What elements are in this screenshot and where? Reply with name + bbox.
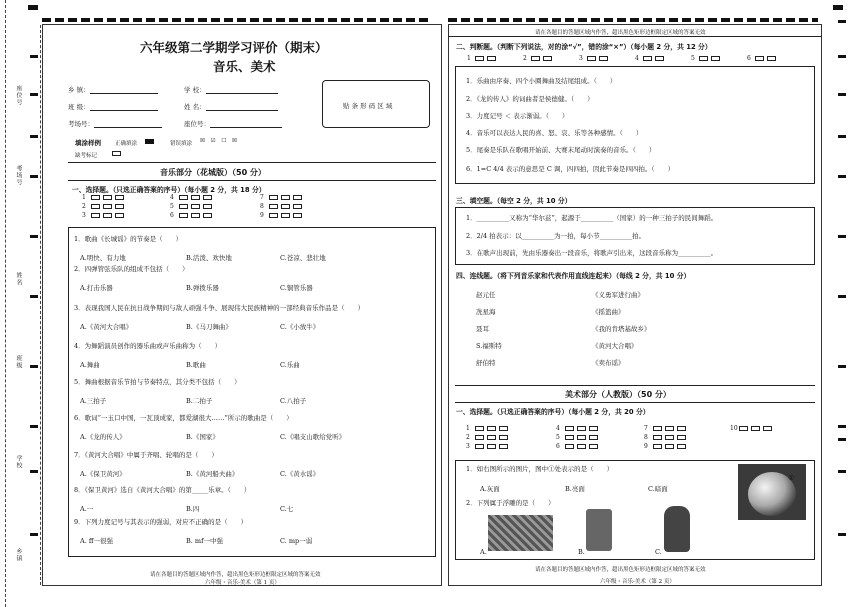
art-answer-bubble[interactable] [653,444,662,449]
question-4: 4．为舞蹈演员创作的器乐曲或声乐曲称为（ ） [74,342,222,350]
timing-mark [30,470,38,473]
art-choice-header: 一、选择题。（只选正确答案的序号）（每小题 2 分，共 20 分） [456,408,650,416]
answer-bubble[interactable] [293,213,302,218]
art-answer-bubble[interactable] [475,435,484,440]
question-2-option: B.弹拨乐器 [186,284,219,292]
tf-header: 二、判断题。（判断下列说法，对的涂“√”，错的涂“×”）（每小题 2 分，共 12 分） [456,43,712,51]
tf-question-5: 5．尾奏是乐队在歌唱开始前、大赛末尾动时演奏的音乐。（ ） [466,146,656,154]
timing-mark [838,93,846,96]
timing-mark [838,235,846,238]
relief-image-b [586,509,612,551]
question-1-option: B.活泼、欢快地 [186,254,232,262]
name-field[interactable]: 姓 名： [184,102,278,111]
question-5-option: C.八拍子 [280,397,307,405]
township-field[interactable]: 乡 镇： [68,85,158,94]
match-right-item[interactable]: 《黄河大合唱》 [592,342,638,350]
divider [68,180,436,181]
match-right-item[interactable]: 《卖布谣》 [592,359,625,367]
art-answer-bubble[interactable] [565,435,574,440]
answer-bubble[interactable] [281,204,290,209]
art-answer-bubble[interactable] [475,426,484,431]
answer-bubble[interactable] [103,204,112,209]
art-q2-option-a: A. [480,548,487,556]
match-left-item[interactable]: S.福斯特 [476,342,502,350]
question-6: 6．歌词“一玉口中国，一瓦顶成家，都爱湖很大……”所示的歌曲是（ ） [74,414,293,422]
tf-bubble-true[interactable] [643,56,652,61]
answer-bubble[interactable] [191,204,200,209]
tf-number: 5 [691,55,695,62]
question-6-option: A.《龙的传人》 [80,433,126,441]
answer-number: 1 [82,194,86,201]
answer-bubble[interactable] [91,195,100,200]
answer-bubble[interactable] [191,213,200,218]
answer-bubble[interactable] [203,195,212,200]
art-answer-number: 9 [644,443,648,450]
music-section-header: 音乐部分（花城版）（50 分） [160,168,266,177]
art-answer-bubble[interactable] [565,444,574,449]
tf-bubble-true[interactable] [755,56,764,61]
divider [448,36,822,37]
art-answer-bubble[interactable] [677,435,686,440]
art-answer-bubble[interactable] [499,426,508,431]
answer-number: 3 [82,212,86,219]
tf-number: 3 [579,55,583,62]
answer-bubble[interactable] [191,195,200,200]
answer-bubble[interactable] [203,204,212,209]
side-label-township: 乡镇 [15,548,22,562]
answer-bubble[interactable] [269,213,278,218]
art-answer-bubble[interactable] [665,426,674,431]
tf-number: 1 [467,55,471,62]
page-title: 六年级第二学期学习评价（期末） [140,40,328,55]
side-label-class: 班级 [15,355,22,369]
filled-bubble-icon [145,139,154,144]
page-subtitle: 音乐、美术 [213,59,276,74]
timing-mark [838,438,846,441]
answer-bubble[interactable] [115,204,124,209]
divider [68,162,436,163]
timing-mark [30,295,38,298]
art-q1-option-a: A.灰面 [480,485,500,493]
class-field[interactable]: 班 级： [68,102,158,111]
tf-bubble-true[interactable] [699,56,708,61]
question-7: 7．《黄河大合唱》中属于齐唱、轮唱的是（ ） [74,451,218,459]
art-answer-number: 4 [556,425,560,432]
art-answer-number: 5 [556,434,560,441]
school-field[interactable]: 学 校： [184,85,278,94]
answer-bubble[interactable] [269,204,278,209]
answer-bubble[interactable] [179,195,188,200]
fill-header: 三、填空题。（每空 2 分，共 10 分） [456,197,572,205]
answer-bubble[interactable] [103,213,112,218]
sphere-image [738,464,806,520]
tf-bubble-true[interactable] [475,56,484,61]
art-answer-bubble[interactable] [589,444,598,449]
relief-image-a [488,515,553,551]
art-answer-bubble[interactable] [565,426,574,431]
answer-bubble[interactable] [293,195,302,200]
art-answer-bubble[interactable] [487,444,496,449]
footer-page-right: 六年级・音乐-美术（第 2 页） [600,579,675,585]
art-answer-bubble[interactable] [577,444,586,449]
question-3-option: B.《马刀舞曲》 [186,323,232,331]
question-4-option: C.乐曲 [280,361,300,369]
answer-bubble[interactable] [91,213,100,218]
absent-label: 缺考标记 [75,153,98,159]
tf-question-6: 6．1=C 4/4 表示的意思是 C 调，四四拍，因此节奏是四四拍。（ ） [466,165,675,173]
question-4-option: A.舞曲 [80,361,100,369]
timing-mark [30,235,38,238]
match-header: 四、连线题。（将下列音乐家和代表作用直线连起来）（每线 2 分，共 10 分） [456,272,691,280]
answer-number: 7 [260,194,264,201]
art-answer-bubble[interactable] [475,444,484,449]
timing-mark [30,93,38,96]
art-answer-bubble[interactable] [589,435,598,440]
question-9: 9．下列力度记号与其表示的强弱，对应不正确的是（ ） [74,518,248,526]
art-section-header: 美术部分（人教版）（50 分） [565,390,671,399]
match-left-item[interactable]: 聂耳 [476,325,489,333]
match-left-item[interactable]: 赵元任 [476,291,496,299]
art-answer-bubble[interactable] [653,426,662,431]
answer-bubble[interactable] [203,213,212,218]
tf-question-3: 3．力度记号 ＜ 表示渐弱。（ ） [466,112,569,120]
answer-bubble[interactable] [179,213,188,218]
timing-mark [30,365,38,368]
answer-number: 2 [82,203,86,210]
side-label-room: 考场号 [15,165,22,186]
tf-number: 6 [747,55,751,62]
correct-label: 正确填涂 [115,141,138,147]
tf-bubble-false[interactable] [599,56,608,61]
tf-number: 4 [635,55,639,62]
tf-question-4: 4．音乐可以表达人民的喜、怒、哀、乐等各种感情。（ ） [466,129,643,137]
art-answer-bubble[interactable] [577,426,586,431]
art-answer-bubble[interactable] [499,444,508,449]
corner-mark [833,5,843,10]
art-question-2: 2．下列属于浮雕的是（ ） [466,499,555,507]
timing-mark [838,20,846,23]
choice-header: 一、选择题。（只选正确答案的序号）（每小题 2 分，共 18 分） [72,186,266,194]
match-right-item[interactable]: 《义勇军进行曲》 [592,291,644,299]
question-7-option: A.《保卫黄河》 [80,470,126,478]
fill-question-1: 1．__________又称为“华尔兹”，起源于__________（国家）的一种三拍子的民间舞蹈。 [466,214,718,222]
answer-bubble[interactable] [179,204,188,209]
answer-number: 4 [170,194,174,201]
question-7-option: B.《黄河船夫曲》 [186,470,239,478]
question-9-option: A. ff一很强 [80,537,113,545]
wrong-marks-icon: ☒ ☑ ☐ ☒ [200,138,239,144]
timing-mark [838,425,846,428]
question-2-option: A.打击乐器 [80,284,113,292]
art-answer-number: 7 [644,425,648,432]
question-1: 1．歌曲《长城谣》的节奏是（ ） [74,235,183,243]
art-answer-bubble[interactable] [677,444,686,449]
fill-question-2: 2．2/4 拍表示：以__________为一拍，每小节__________拍。 [466,232,646,240]
art-q1-option-b: B.亮面 [565,485,585,493]
question-8-option: B.四 [186,505,200,513]
art-answer-number: 6 [556,443,560,450]
relief-image-c [664,506,690,552]
question-5-option: B.二拍子 [186,397,213,405]
art-answer-bubble[interactable] [589,426,598,431]
art-answer-bubble[interactable] [665,435,674,440]
timing-mark [838,470,846,473]
footer-note-right: 请在各题目的答题区域内作答，超出黑色矩形边框限定区域的答案无效 [535,567,706,573]
question-8-option: A.一 [80,505,94,513]
footer-page: 六年级・音乐-美术（第 1 页） [205,580,280,586]
question-6-option: B.《国家》 [186,433,219,441]
answer-bubble[interactable] [269,195,278,200]
timing-mark [30,55,38,58]
answer-bubble[interactable] [103,195,112,200]
tf-number: 2 [523,55,527,62]
side-label-school: 学校 [15,455,22,469]
tf-bubble-false[interactable] [487,56,496,61]
match-left-item[interactable]: 舒伯特 [476,359,496,367]
question-5-option: A.三拍子 [80,397,107,405]
sphere-label: ① [788,474,795,482]
timing-mark [30,425,38,428]
corner-mark [28,5,38,10]
art-answer-number: 10 [730,425,738,432]
timing-mark [30,533,38,536]
match-right-item[interactable]: 《摇篮曲》 [592,308,625,316]
match-right-item[interactable]: 《我的肯塔基故乡》 [592,325,651,333]
art-answer-number: 8 [644,434,648,441]
answer-bubble[interactable] [115,213,124,218]
timing-mark [838,365,846,368]
binding-line [5,0,6,607]
fill-question-3: 3．在歌声出现前，先由乐器奏出一段音乐，将歌声引出来，这段音乐称为__________。 [466,249,718,257]
question-6-option: C.《唱支山歌给党听》 [280,433,346,441]
question-box [68,227,436,557]
question-7-option: C.《黄水谣》 [280,470,320,478]
answer-bubble[interactable] [281,213,290,218]
answer-number: 8 [260,203,264,210]
timing-mark [838,295,846,298]
timing-mark [30,135,38,138]
divider [455,402,815,403]
question-3-option: A.《黄河大合唱》 [80,323,133,331]
art-answer-bubble[interactable] [577,435,586,440]
timing-mark [30,175,38,178]
question-2: 2．四弹管弦乐队的组成不包括（ ） [74,265,189,273]
exam-room-field[interactable]: 考场号： [68,119,162,128]
tf-question-2: 2．《龙的传人》的词曲者是侯德健。（ ） [466,95,594,103]
art-question-1: 1．如右图所示的图片，图中①处表示的是（ ） [466,465,614,473]
art-q1-option-c: C.暗面 [648,485,668,493]
art-q2-option-b: B. [578,548,585,556]
timing-mark [838,55,846,58]
answer-bubble[interactable] [281,195,290,200]
question-5: 5．舞曲根据音乐节拍与节奏特点，其分类不包括（ ） [74,378,241,386]
art-answer-number: 1 [466,425,470,432]
question-4-option: B.歌曲 [186,361,206,369]
fill-example-label: 填涂样例 [75,139,101,147]
right-top-timing-marks [448,18,818,22]
tf-bubble-true[interactable] [531,56,540,61]
art-answer-bubble[interactable] [665,444,674,449]
side-label-name: 姓名 [15,272,22,286]
art-answer-bubble[interactable] [499,435,508,440]
cut-line [40,25,41,585]
timing-mark [838,175,846,178]
tf-bubble-false[interactable] [543,56,552,61]
match-left-item[interactable]: 冼星海 [476,308,496,316]
answer-number: 5 [170,203,174,210]
left-top-timing-marks [42,18,430,22]
tf-bubble-false[interactable] [711,56,720,61]
tf-question-1: 1．乐曲由序奏、四个小圈舞曲及结尾组成。（ ） [466,77,617,85]
seat-field[interactable]: 座位号： [184,119,282,128]
art-answer-bubble[interactable] [677,426,686,431]
divider [455,385,815,386]
timing-mark [838,135,846,138]
question-3-option: C.《小放牛》 [280,323,320,331]
footer-note: 请在各题目的答题区域内作答，超出黑色矩形边框限定区域的答案无效 [150,572,321,578]
timing-mark [838,533,846,536]
tf-bubble-true[interactable] [587,56,596,61]
absent-bubble[interactable] [112,151,121,156]
top-note: 请在各题目的答题区域内作答，超出黑色矩形边框限定区域的答案无效 [535,30,706,36]
answer-bubble[interactable] [115,195,124,200]
question-8-option: C.七 [280,505,294,513]
answer-number: 9 [260,212,264,219]
question-1-option: A.明快、有力地 [80,254,126,262]
wrong-label: 错误填涂 [170,141,193,147]
question-8: 8．《保卫黄河》选自《黄河大合唱》的第_____乐章。（ ） [74,486,251,494]
art-answer-bubble[interactable] [739,426,748,431]
question-2-option: C.铜管乐器 [280,284,313,292]
art-answer-bubble[interactable] [763,426,772,431]
question-9-option: C. mp一弱 [280,537,313,545]
art-answer-bubble[interactable] [487,426,496,431]
art-answer-number: 3 [466,443,470,450]
tf-bubble-false[interactable] [655,56,664,61]
question-1-option: C.苍凉、悲壮地 [280,254,326,262]
art-answer-bubble[interactable] [751,426,760,431]
art-q2-option-c: C. [655,548,662,556]
tf-bubble-false[interactable] [767,56,776,61]
answer-bubble[interactable] [91,204,100,209]
question-3: 3．表现我国人民在抗日战争期间与敌人顽强斗争、展现伟大民族精神的一部经典音乐作品是（ ） [74,304,365,312]
question-9-option: B. mf一中强 [186,537,223,545]
art-answer-bubble[interactable] [653,435,662,440]
answer-number: 6 [170,212,174,219]
side-label-seat: 座位号 [15,85,22,106]
barcode-area: 贴 条 形 码 区 域 [322,80,430,128]
art-answer-bubble[interactable] [487,435,496,440]
answer-bubble[interactable] [293,204,302,209]
art-answer-number: 2 [466,434,470,441]
